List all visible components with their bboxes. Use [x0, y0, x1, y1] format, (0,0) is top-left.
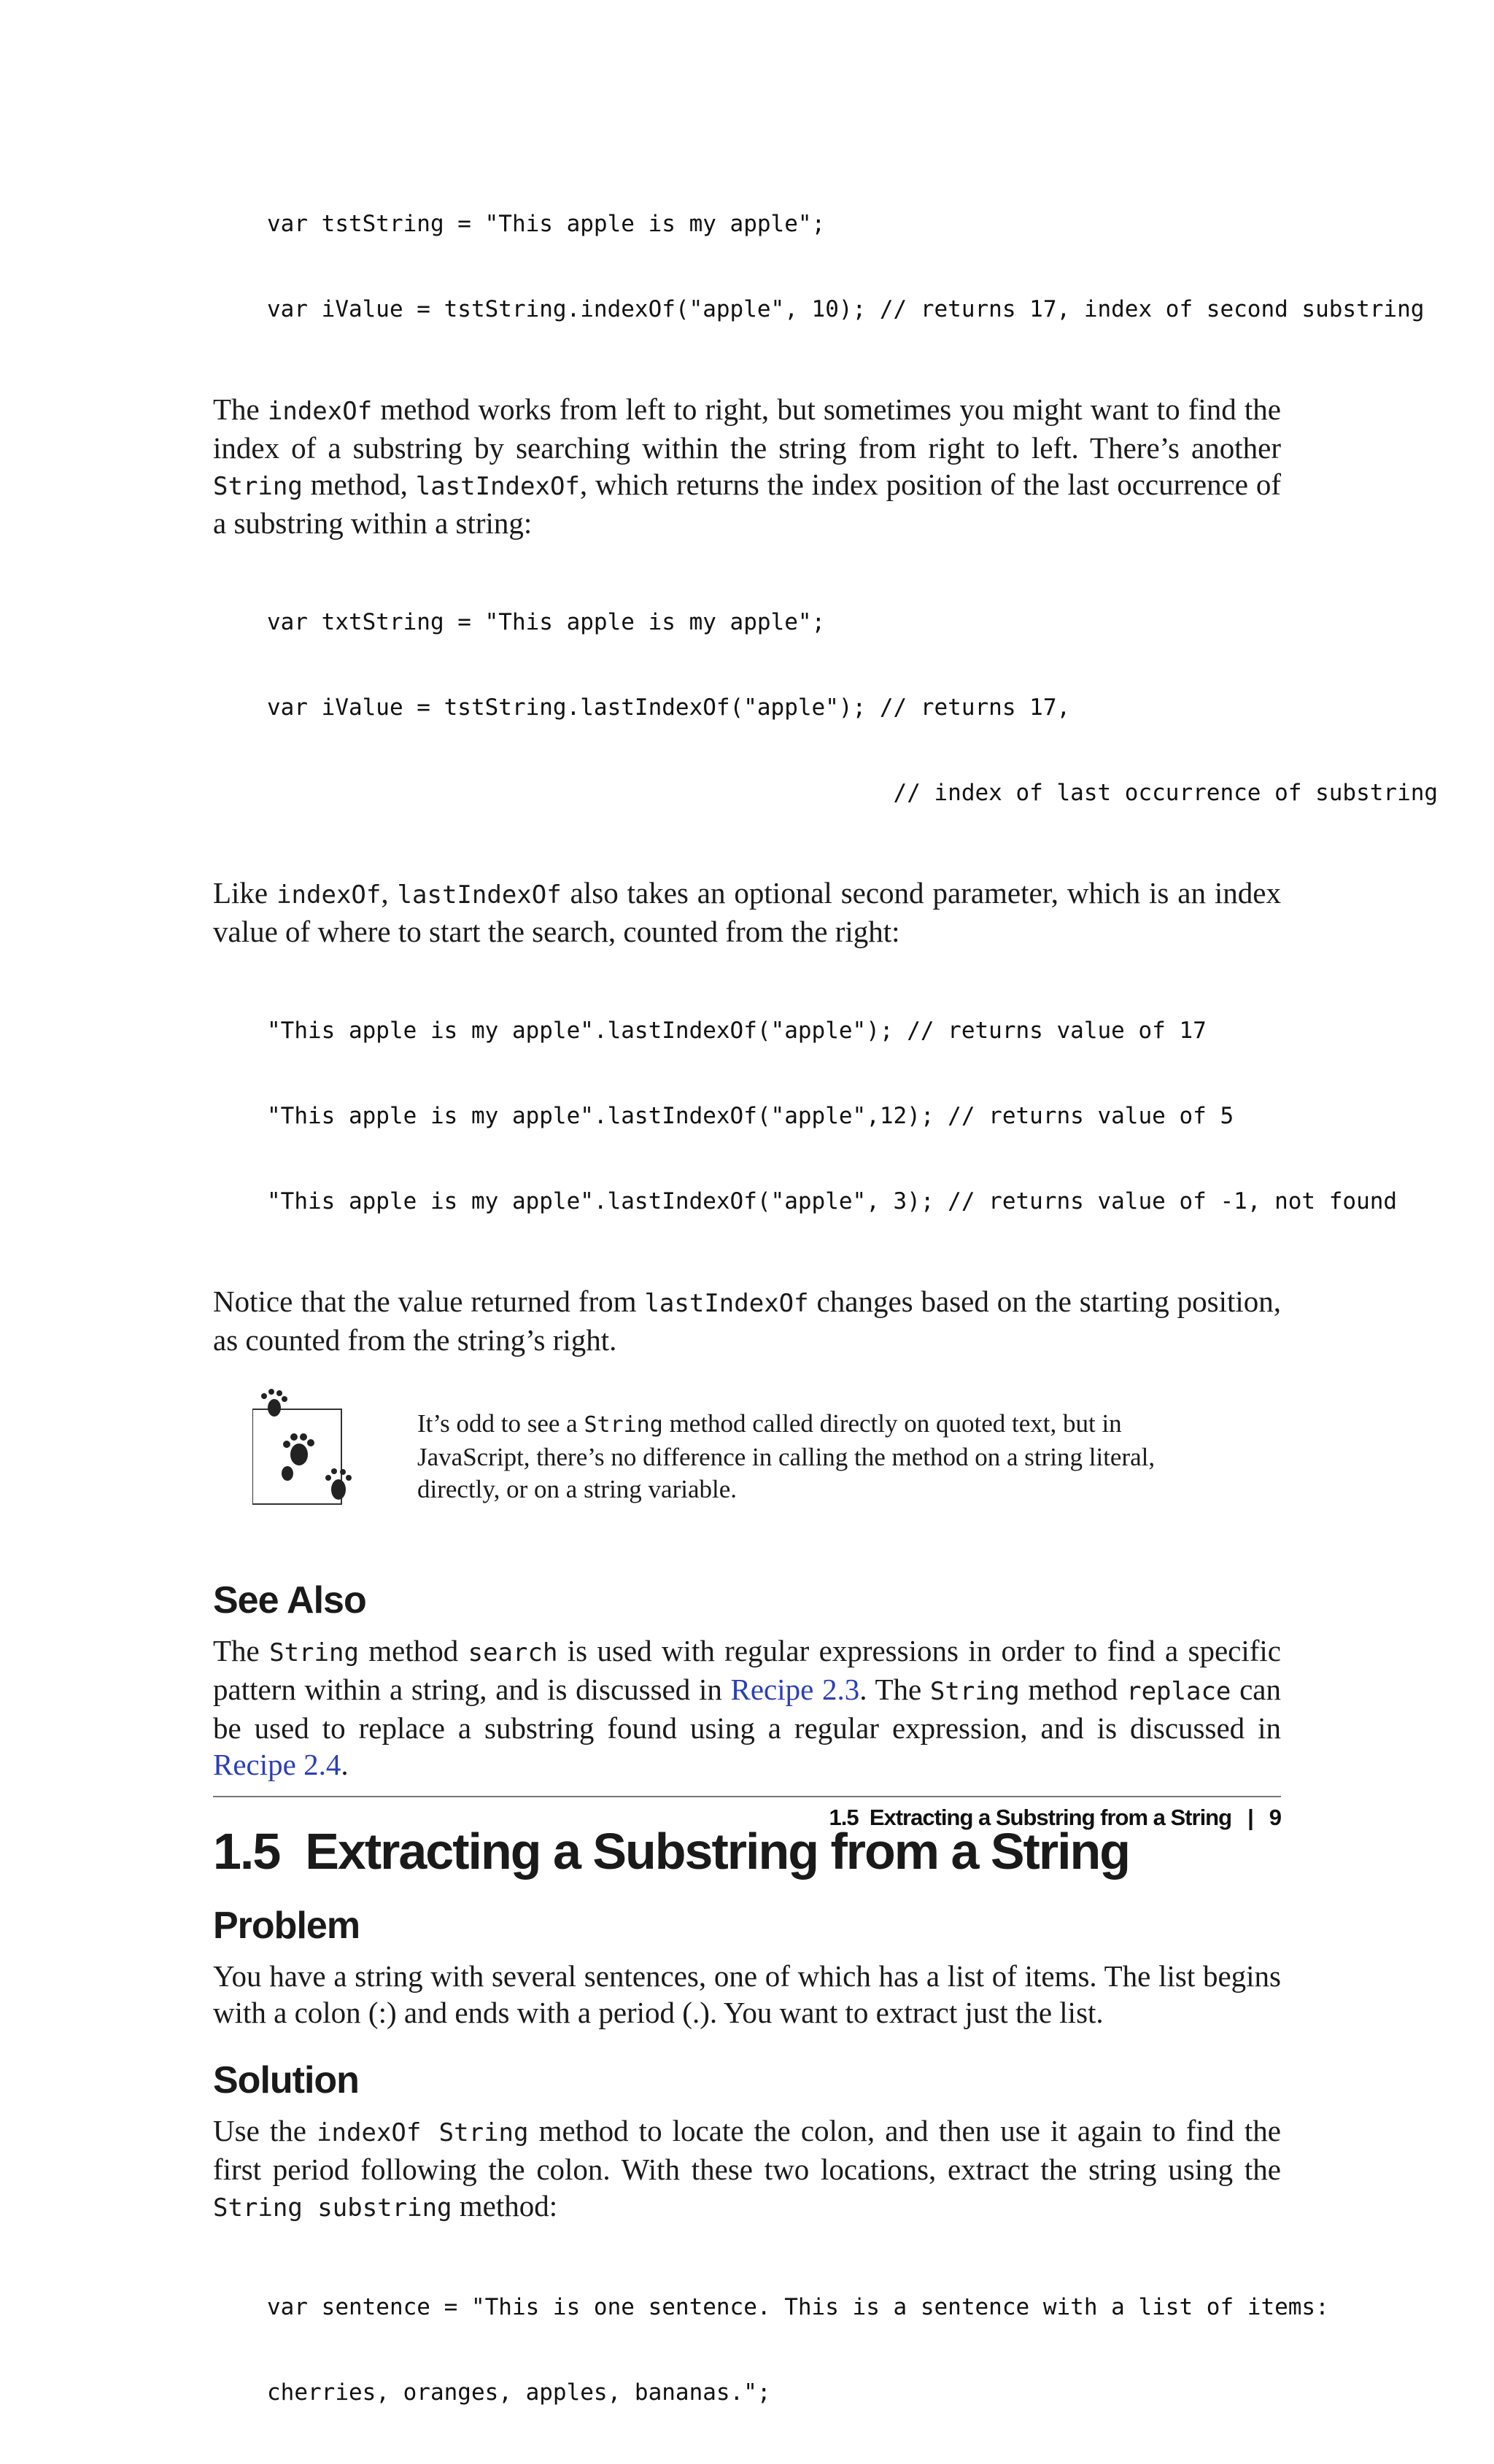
- page-number: 9: [1269, 1805, 1281, 1830]
- paragraph-see-also: The String method search is used with regular expressions in order to find a specific pattern within a string, and is discussed in Recipe 2.3. The String method replace can be used to replace a substring found using a regular expression, and is discussed in Recipe 2.4.: [213, 1634, 1281, 1781]
- running-title: 1.5 Extracting a Substring from a String: [829, 1805, 1232, 1830]
- code-inline: lastIndexOf: [644, 1289, 809, 1318]
- code-line: "This apple is my apple".lastIndexOf("apple"); // returns value of 17: [267, 1018, 1207, 1044]
- tip-note: [252, 1387, 1281, 1526]
- code-inline: lastIndexOf: [397, 880, 562, 910]
- page-footer: [829, 1805, 1282, 1831]
- code-line: "This apple is my apple".lastIndexOf("apple",12); // returns value of 5: [267, 1103, 1234, 1129]
- code-line: cherries, oranges, apples, bananas.";: [267, 2379, 771, 2406]
- code-inline: String: [929, 1677, 1020, 1706]
- paragraph-problem: You have a string with several sentences, one of which has a list of items. The list begins with a colon (:) and ends with a period (.). You want to extract just the list.: [213, 1959, 1281, 2029]
- code-inline: indexOf: [267, 397, 373, 426]
- paragraph-notice: Notice that the value returned from lastIndexOf changes based on the starting position, as counted from the string’s right.: [213, 1285, 1281, 1357]
- code-line: // index of last occurrence of substring: [267, 780, 1439, 806]
- code-inline: String substring: [213, 2193, 452, 2223]
- recipe-2-4-link[interactable]: Recipe 2.4: [213, 1748, 341, 1781]
- code-block-sentence: [213, 2236, 1329, 2464]
- page-content: [213, 153, 1439, 2464]
- code-inline: String: [269, 1638, 359, 1667]
- paragraph-lastindexof: Like indexOf, lastIndexOf also takes an optional second parameter, which is an index value of where to start the search, counted from the right:: [213, 876, 1282, 948]
- code-line: var txtString = "This apple is my apple";: [267, 609, 826, 635]
- code-inline: lastIndexOf: [415, 472, 580, 501]
- code-line: "This apple is my apple".lastIndexOf("apple", 3); // returns value of -1, not found: [267, 1188, 1398, 1214]
- code-line: var iValue = tstString.indexOf("apple", 10); // returns 17, index of second substring: [267, 296, 1425, 322]
- recipe-2-3-link[interactable]: Recipe 2.3: [730, 1673, 860, 1706]
- solution-heading: Solution: [213, 2059, 359, 2101]
- code-line: var sentence = "This is one sentence. This is a sentence with a list of items:: [267, 2294, 1329, 2320]
- code-inline: indexOf: [276, 880, 382, 910]
- problem-heading: Problem: [213, 1905, 360, 1947]
- footer-rule: [213, 1796, 1281, 1797]
- tip-text: It’s odd to see a String method called directly on quoted text, but in JavaScript, there’s no difference in calling the method on a string literal, directly, or on a string variable.: [417, 1409, 1156, 1503]
- code-inline: String: [584, 1412, 663, 1438]
- code-line: var iValue = tstString.lastIndexOf("apple"); // returns 17,: [267, 694, 1071, 721]
- code-inline: replace: [1126, 1677, 1231, 1706]
- code-inline: String: [213, 472, 303, 501]
- code-block-lastindexof: [213, 551, 1439, 864]
- see-also-heading: See Also: [213, 1579, 366, 1622]
- code-inline: search: [468, 1638, 558, 1667]
- paragraph-solution: Use the indexOf String method to locate the colon, and then use it again to find the first period following the colon. With these two locations, extract the string using the String substring method:: [213, 2114, 1282, 2223]
- paragraph-indexof: The indexOf method works from left to right, but sometimes you might want to find the index of a substring by searching within the string from right to left. There’s another String method, lastIndexOf, which returns the index position of the last occurrence of a substring within a string:: [213, 392, 1281, 540]
- tip-paw-prints-icon: [252, 1387, 362, 1519]
- code-inline: indexOf String: [317, 2118, 529, 2147]
- section-title: 1.5 Extracting a Substring from a String: [213, 1823, 1130, 1880]
- footer-separator: |: [1247, 1805, 1253, 1830]
- code-block-indexof: [213, 153, 1425, 381]
- code-block-examples: [213, 960, 1398, 1273]
- code-line: var tstString = "This apple is my apple";: [267, 211, 826, 237]
